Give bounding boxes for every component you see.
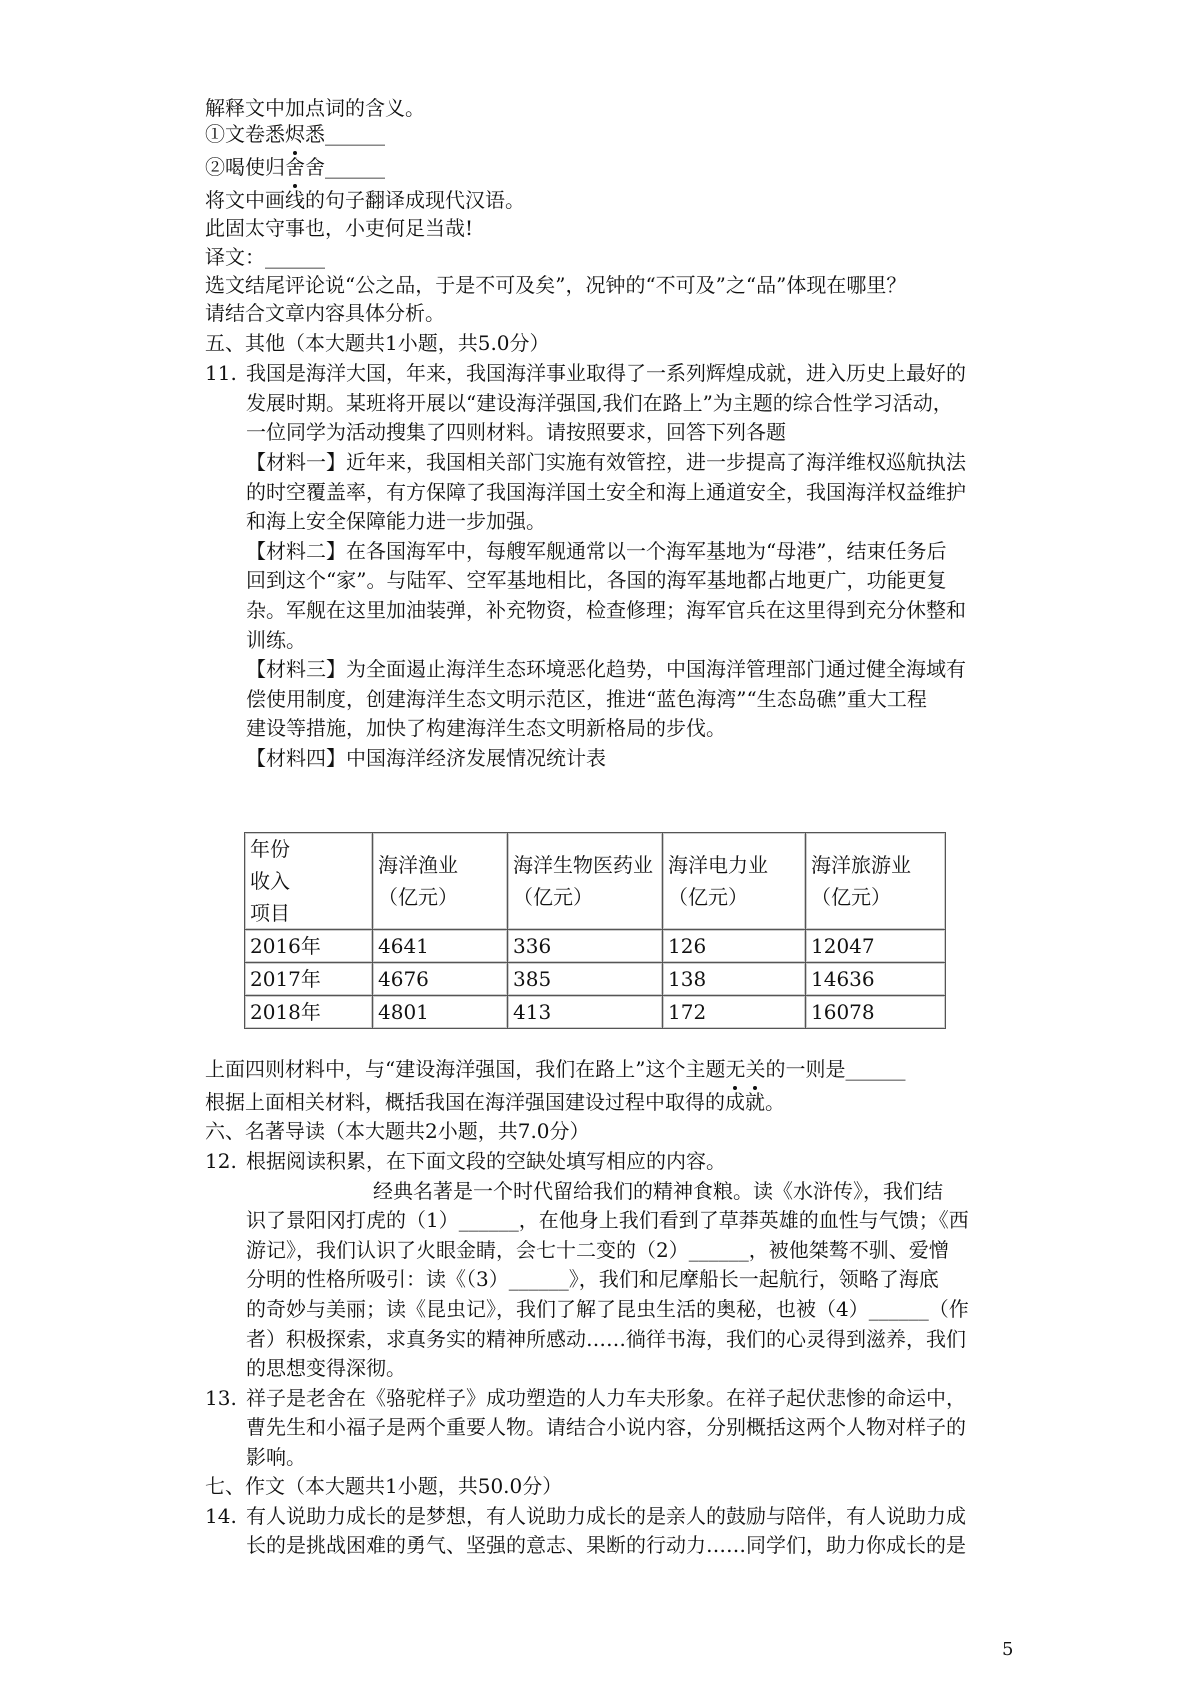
table-cell: 4641	[373, 930, 508, 963]
text: 海洋旅游业	[811, 853, 911, 877]
dotted-char: 无	[725, 1057, 746, 1081]
material-line: 训练。	[246, 628, 306, 652]
table-corner-cell	[245, 833, 373, 930]
instruction-line: 将文中画线的句子翻译成现代汉语。	[205, 188, 525, 212]
question-item-2	[205, 153, 385, 181]
question-number: 11.	[205, 361, 237, 385]
instruction-line: 解释文中加点词的含义。	[205, 96, 425, 120]
table-cell: 14636	[806, 963, 946, 996]
question-number: 14.	[205, 1504, 237, 1528]
table-row	[245, 996, 946, 1029]
question-line: 祥子是老舍在《骆驼样子》成功塑造的人力车夫形象。在祥子起伏悲惨的命运中，	[246, 1386, 966, 1410]
dotted-char: 烬	[285, 122, 305, 146]
table-cell: 2017年	[245, 963, 373, 996]
material-line: 的时空覆盖率，有方保障了我国海洋国土安全和海上通道安全，我国海洋权益维护	[246, 480, 966, 504]
text: 的一则是______	[765, 1057, 906, 1081]
text: （亿元）	[811, 885, 891, 909]
text: （亿元）	[513, 885, 593, 909]
translation-line: 译文：______	[205, 245, 325, 269]
table-row	[245, 930, 946, 963]
question-line: 选文结尾评论说“公之品，于是不可及矣”，况钟的“不可及”之“品”体现在哪里？	[205, 273, 907, 297]
dotted-char: 关	[745, 1057, 766, 1081]
table-cell: 4676	[373, 963, 508, 996]
text: （亿元）	[668, 885, 748, 909]
material-line: 【材料一】近年来，我国相关部门实施有效管控，进一步提高了海洋维权巡航执法	[246, 450, 966, 474]
passage-line: 识了景阳冈打虎的（1）______，在他身上我们看到了草莽英雄的血性与气馈；《西	[246, 1208, 969, 1232]
material-line: 和海上安全保障能力进一步加强。	[246, 509, 546, 533]
material-title: 【材料四】中国海洋经济发展情况统计表	[246, 746, 606, 770]
text: 收入	[250, 869, 290, 893]
question-line: 影响。	[246, 1445, 306, 1469]
question-line: 发展时期。某班将开展以“建设海洋强国,我们在路上”为主题的综合性学习活动，	[246, 391, 953, 415]
table-cell: 138	[663, 963, 806, 996]
text: 舍______	[305, 155, 385, 179]
passage-line: 游记》，我们认识了火眼金睛，会七十二变的（2）______，被他桀骜不驯、爱憎	[246, 1238, 949, 1262]
table-cell: 413	[508, 996, 663, 1029]
material-line: 建设等措施，加快了构建海洋生态文明新格局的步伐。	[246, 716, 726, 740]
table-cell: 336	[508, 930, 663, 963]
section-title: 七、作文（本大题共1小题，共50.0分）	[205, 1474, 563, 1498]
material-line: 杂。军舰在这里加油装弹，补充物资，检查修理；海军官兵在这里得到充分休整和	[246, 598, 966, 622]
statistics-table	[244, 832, 946, 1029]
table-cell: 2016年	[245, 930, 373, 963]
question-line: 一位同学为活动搜集了四则材料。请按照要求，回答下列各题	[246, 420, 786, 444]
question-item-1	[205, 120, 385, 148]
text: 悉______	[305, 122, 385, 146]
question-line: 曹先生和小福子是两个重要人物。请结合小说内容，分别概括这两个人物对样子的	[246, 1415, 966, 1439]
passage-line: 者）积极探索，求真务实的精神所感动……徜徉书海，我们的心灵得到滋养，我们	[246, 1327, 966, 1351]
table-header-cell	[663, 833, 806, 930]
question-line	[205, 1055, 905, 1083]
material-line: 回到这个“家”。与陆军、空军基地相比，各国的海军基地都占地更广，功能更复	[246, 568, 947, 592]
text: ②喝使归	[205, 155, 285, 179]
table-header-cell	[373, 833, 508, 930]
question-line: 根据上面相关材料，概括我国在海洋强国建设过程中取得的成就。	[205, 1090, 785, 1114]
passage-line: 的思想变得深彻。	[246, 1356, 406, 1380]
passage-line: 的奇妙与美丽；读《昆虫记》，我们了解了昆虫生活的奥秘，也被（4）______（作	[246, 1297, 969, 1321]
material-line: 【材料三】为全面遏止海洋生态环境恶化趋势，中国海洋管理部门通过健全海域有	[246, 657, 966, 681]
sentence-line: 此固太守事也，小吏何足当哉!	[205, 216, 474, 240]
table-cell: 385	[508, 963, 663, 996]
passage-line: 分明的性格所吸引：读《（3）______》，我们和尼摩船长一起航行，领略了海底	[246, 1267, 939, 1291]
text: 海洋电力业	[668, 853, 768, 877]
material-line: 【材料二】在各国海军中，每艘军舰通常以一个海军基地为“母港”，结束任务后	[246, 539, 947, 563]
text: （亿元）	[378, 885, 458, 909]
table-cell: 16078	[806, 996, 946, 1029]
question-line: 我国是海洋大国，年来，我国海洋事业取得了一系列辉煌成就，进入历史上最好的	[246, 361, 966, 385]
question-line: 长的是挑战困难的勇气、坚强的意志、果断的行动力……同学们，助力你成长的是	[246, 1533, 966, 1557]
page-number: 5	[1002, 1639, 1014, 1660]
text: 海洋渔业	[378, 853, 458, 877]
question-number: 13.	[205, 1386, 237, 1410]
table-cell: 2018年	[245, 996, 373, 1029]
section-title: 五、其他（本大题共1小题，共5.0分）	[205, 331, 550, 355]
table-header-cell	[806, 833, 946, 930]
question-line: 有人说助力成长的是梦想，有人说助力成长的是亲人的鼓励与陪伴，有人说助力成	[246, 1504, 966, 1528]
table-row	[245, 963, 946, 996]
table-cell: 126	[663, 930, 806, 963]
table-cell: 12047	[806, 930, 946, 963]
passage-line: 经典名著是一个时代留给我们的精神食粮。读《水浒传》，我们结	[373, 1179, 943, 1203]
text: 项目	[250, 901, 290, 925]
question-number: 12.	[205, 1149, 237, 1173]
text: 海洋生物医药业	[513, 853, 653, 877]
dotted-char: 舍	[285, 155, 305, 179]
section-title: 六、名著导读（本大题共2小题，共7.0分）	[205, 1119, 590, 1143]
table-header-row	[245, 833, 946, 930]
text: 年份	[250, 837, 290, 861]
question-line: 根据阅读积累，在下面文段的空缺处填写相应的内容。	[246, 1149, 726, 1173]
text: 上面四则材料中，与“建设海洋强国，我们在路上”这个主题	[205, 1057, 726, 1081]
material-line: 偿使用制度，创建海洋生态文明示范区，推进“蓝色海湾”“生态岛礁”重大工程	[246, 687, 927, 711]
table-cell: 172	[663, 996, 806, 1029]
text: ①文卷悉	[205, 122, 285, 146]
question-line: 请结合文章内容具体分析。	[205, 301, 445, 325]
table-header-cell	[508, 833, 663, 930]
table-cell: 4801	[373, 996, 508, 1029]
